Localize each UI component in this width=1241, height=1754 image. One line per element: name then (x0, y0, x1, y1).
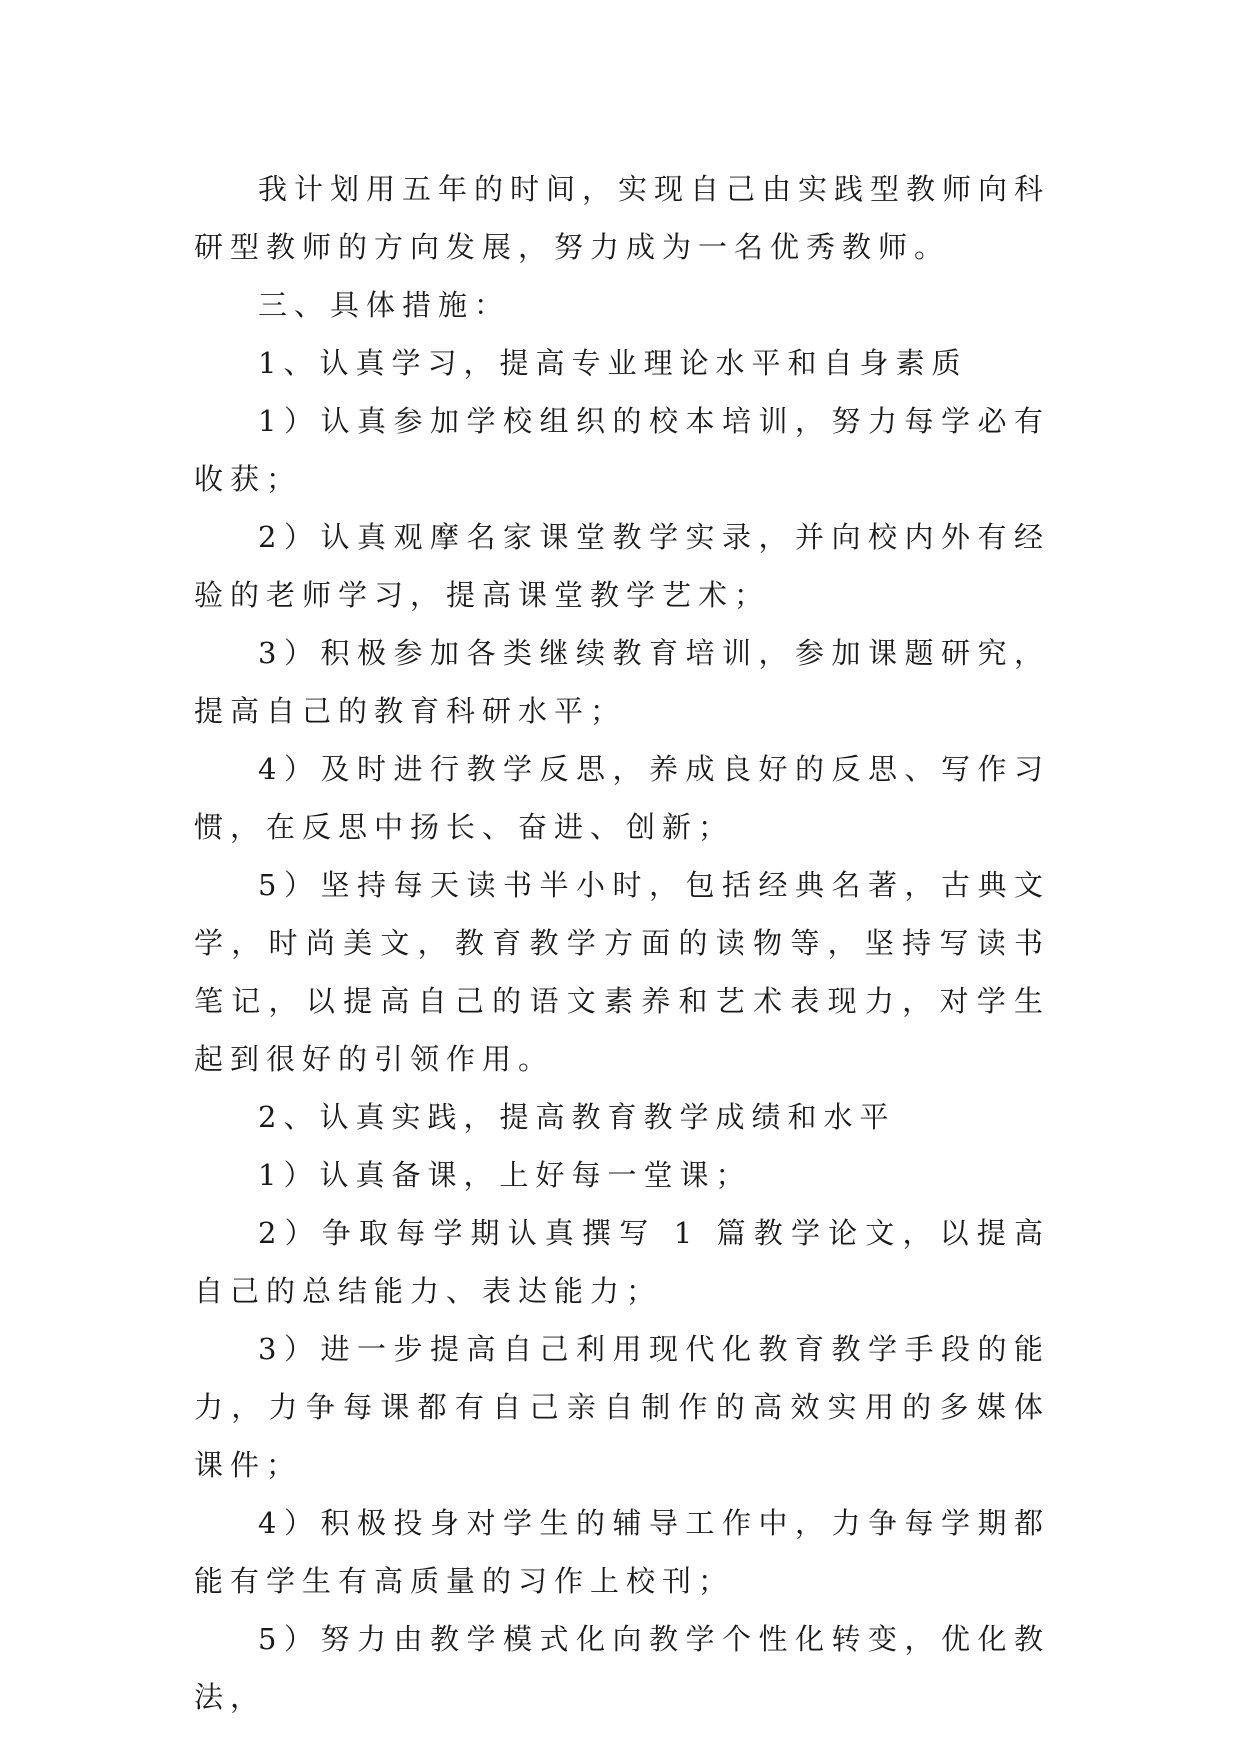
document-body (194, 160, 1050, 1726)
list-item: 2）争取每学期认真撰写 1 篇教学论文，以提高自己的总结能力、表达能力； (194, 1216, 1050, 1308)
list-item: 4）及时进行教学反思，养成良好的反思、写作习惯，在反思中扬长、奋进、创新； (194, 752, 1050, 844)
list-item: 1）认真备课，上好每一堂课； (258, 1158, 752, 1192)
list-item: 5）坚持每天读书半小时，包括经典名著，古典文学，时尚美文，教育教学方面的读物等，坚持写读书笔记，以提高自己的语文素养和艺术表现力，对学生起到很好的引领作用。 (194, 868, 1050, 1076)
list-item: 3）进一步提高自己利用现代化教育教学手段的能力，力争每课都有自己亲自制作的高效实用的多媒体课件； (194, 1332, 1050, 1482)
list-item: 1）认真参加学校组织的校本培训，努力每学必有收获； (194, 404, 1050, 496)
list-item: 3）积极参加各类继续教育培训，参加课题研究，提高自己的教育科研水平； (194, 636, 1050, 728)
section-heading-measures: 三、具体措施： (258, 288, 511, 322)
subheading-study: 1、认真学习，提高专业理论水平和自身素质 (258, 346, 968, 380)
paragraph-goal: 我计划用五年的时间，实现自己由实践型教师向科研型教师的方向发展，努力成为一名优秀教师。 (194, 172, 1051, 264)
list-item: 5）努力由教学模式化向教学个性化转变，优化教法， (194, 1622, 1050, 1714)
subheading-practice: 2、认真实践，提高教育教学成绩和水平 (258, 1100, 896, 1134)
list-item: 4）积极投身对学生的辅导工作中，力争每学期都能有学生有高质量的习作上校刊； (194, 1506, 1050, 1598)
list-item: 2）认真观摩名家课堂教学实录，并向校内外有经验的老师学习，提高课堂教学艺术； (194, 520, 1050, 612)
